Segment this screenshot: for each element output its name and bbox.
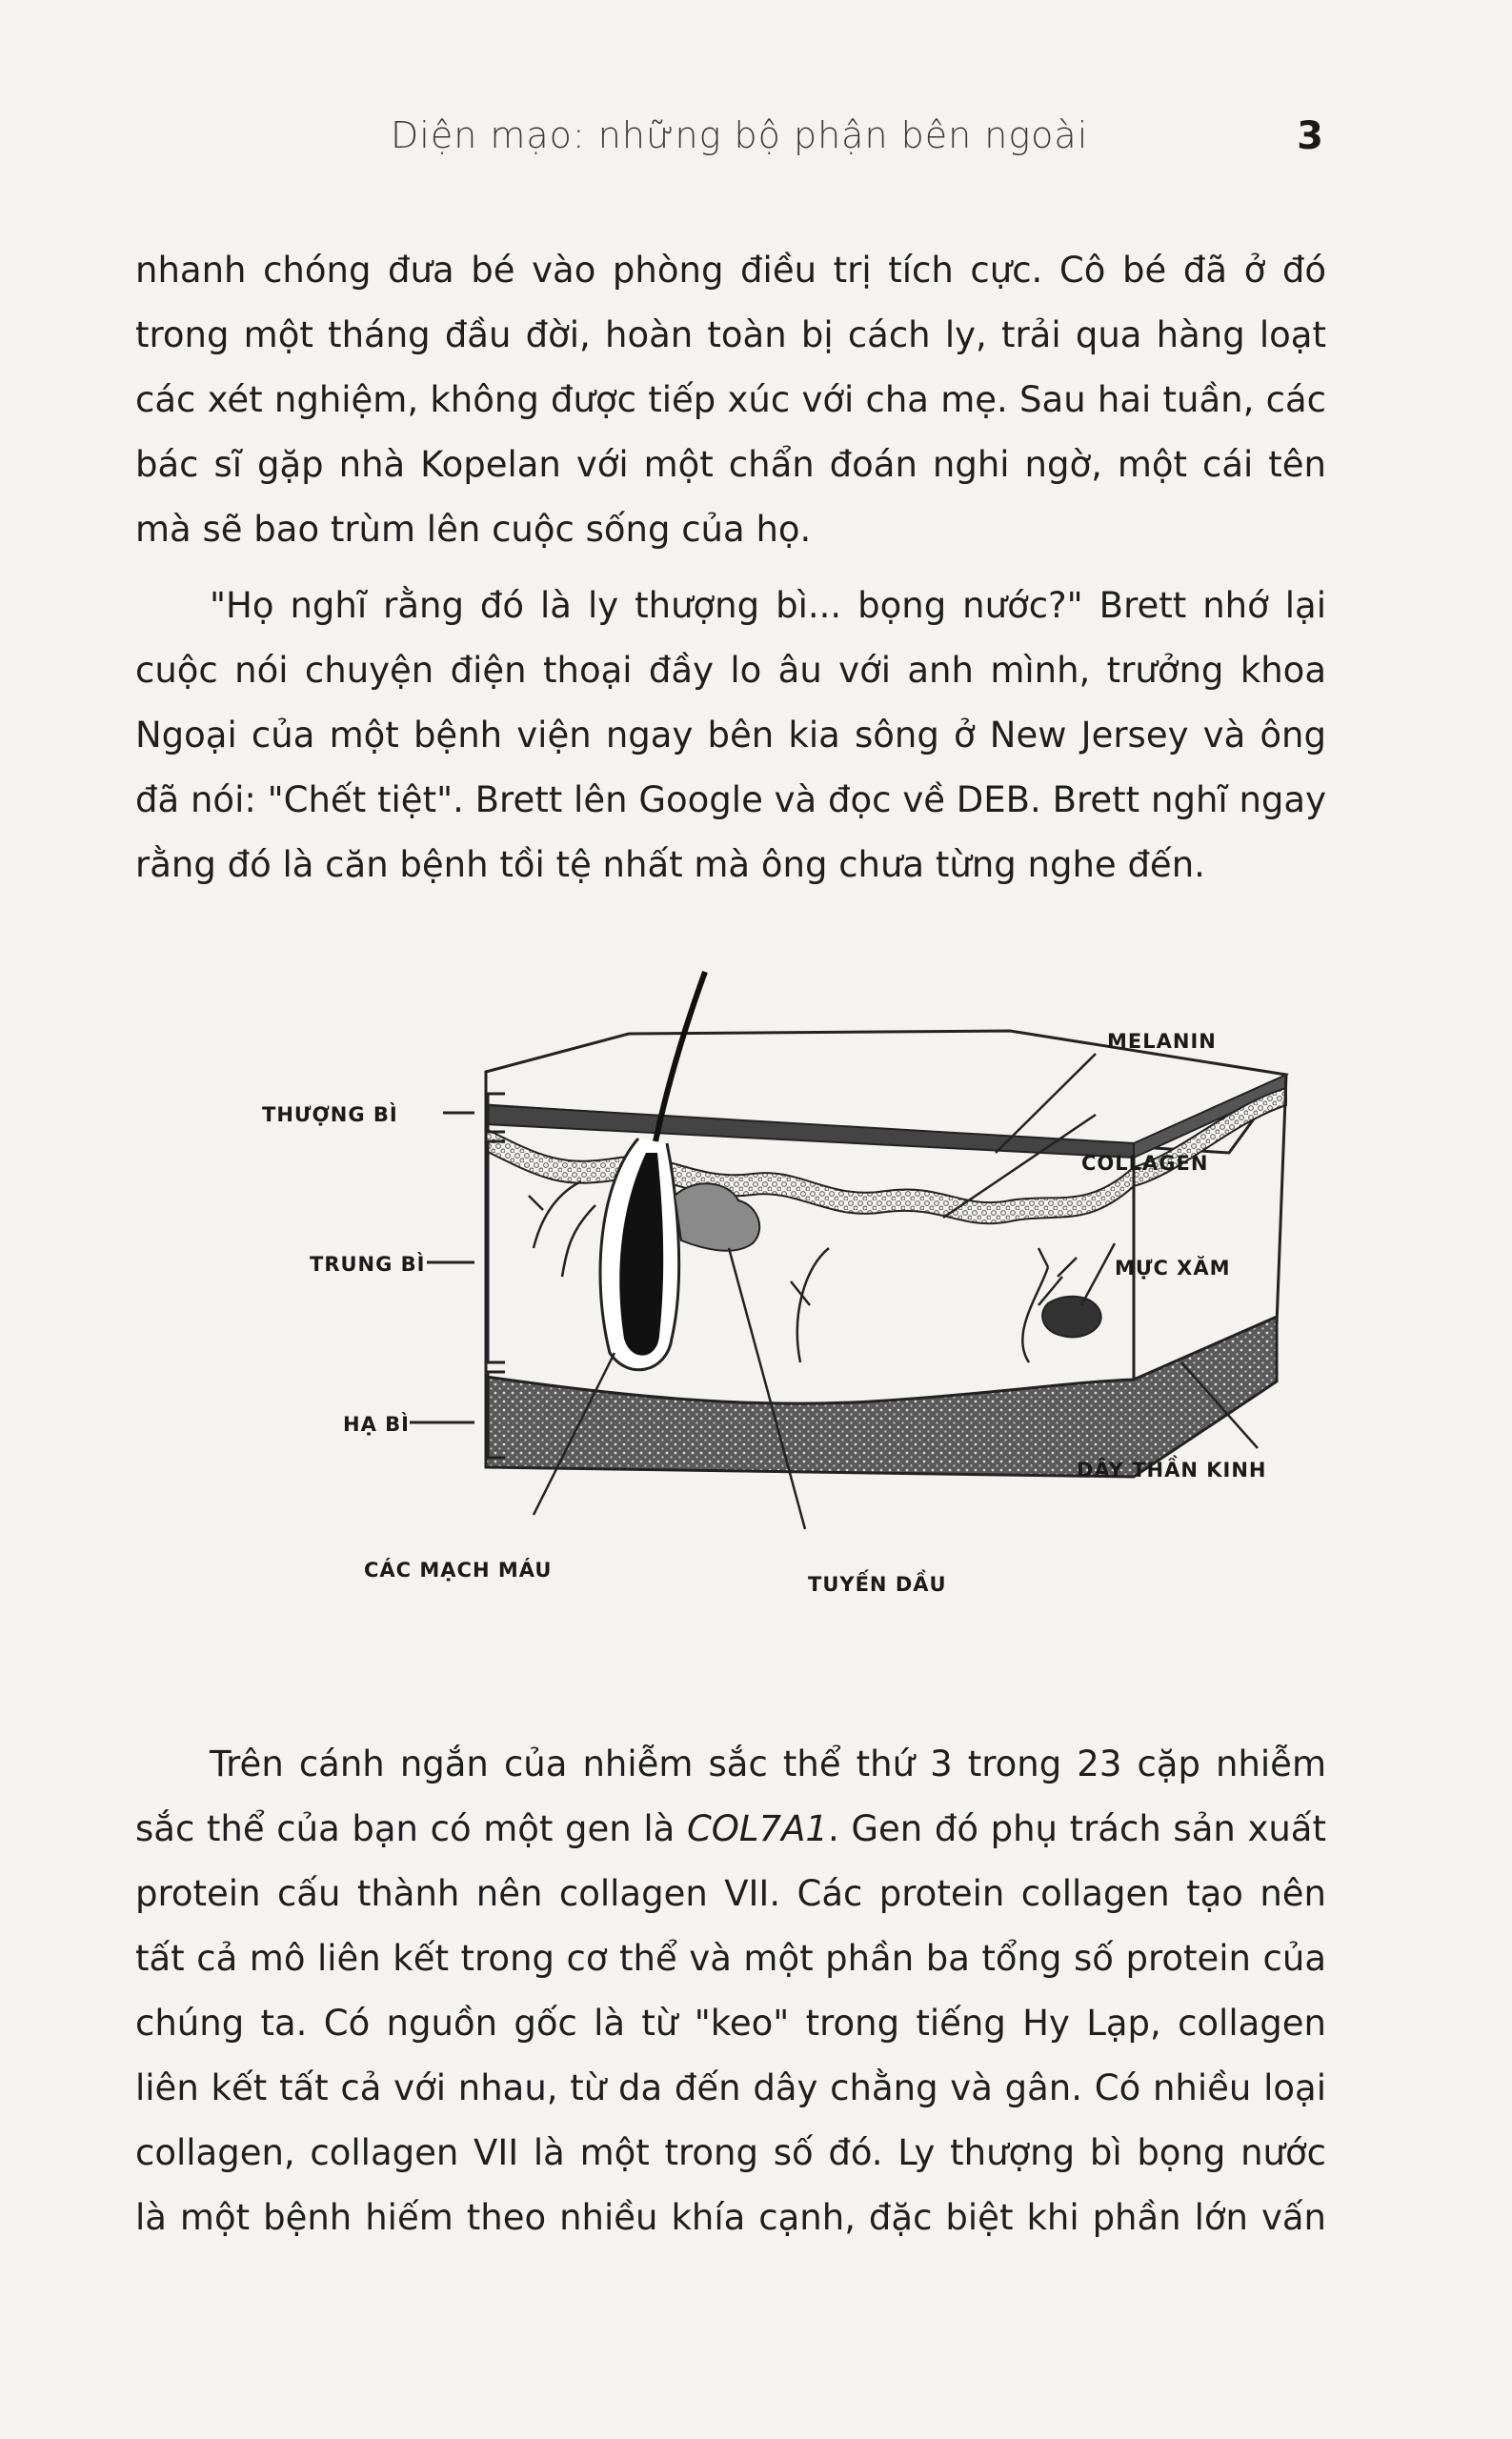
text-line: collagen, collagen VII là một trong số đó. Ly thượng bì bọng nước bbox=[135, 2132, 1326, 2173]
running-header bbox=[0, 114, 1512, 171]
label-day-than-kinh: DÂY THẦN KINH bbox=[1077, 1459, 1267, 1482]
label-collagen: COLLAGEN bbox=[1081, 1152, 1209, 1175]
text-line: bác sĩ gặp nhà Kopelan với một chẩn đoán nghi ngờ, một cái tên bbox=[135, 444, 1326, 485]
text-line: protein cấu thành nên collagen VII. Các protein collagen tạo nên bbox=[135, 1873, 1326, 1914]
text-line: đã nói: "Chết tiệt". Brett lên Google và đọc về DEB. Brett nghĩ ngay bbox=[135, 779, 1326, 820]
label-ha-bi: HẠ BÌ bbox=[343, 1413, 410, 1436]
tattoo-ink bbox=[1042, 1297, 1101, 1338]
hypodermis-layer bbox=[486, 1317, 1277, 1477]
text-line: tất cả mô liên kết trong cơ thể và một phần ba tổng số protein của bbox=[135, 1938, 1326, 1979]
page-number: 3 bbox=[1297, 114, 1323, 158]
paragraph-2 bbox=[135, 574, 1326, 897]
text-line: "Họ nghĩ rằng đó là ly thượng bì... bọng nước?" Brett nhớ lại bbox=[210, 585, 1326, 626]
text-line: các xét nghiệm, không được tiếp xúc với cha mẹ. Sau hai tuần, các bbox=[135, 379, 1326, 420]
label-melanin: MELANIN bbox=[1107, 1030, 1217, 1053]
label-tuyen-dau: TUYẾN DẦU bbox=[808, 1573, 947, 1596]
text-line: là một bệnh hiếm theo nhiều khía cạnh, đặc biệt khi phần lớn vấn bbox=[135, 2197, 1326, 2238]
label-thuong-bi: THƯỢNG BÌ bbox=[262, 1103, 398, 1126]
skin-diagram-svg bbox=[219, 962, 1315, 1629]
text-segment: sắc thể của bạn có một gen là bbox=[135, 1808, 687, 1849]
text-line: nhanh chóng đưa bé vào phòng điều trị tích cực. Cô bé đã ở đó bbox=[135, 250, 1326, 291]
text-line: rằng đó là căn bệnh tồi tệ nhất mà ông chưa từng nghe đến. bbox=[135, 844, 1205, 885]
text-segment: . Gen đó phụ trách sản xuất bbox=[827, 1808, 1326, 1849]
text-line: Ngoại của một bệnh viện ngay bên kia sông ở New Jersey và ông bbox=[135, 715, 1326, 756]
paragraph-3 bbox=[135, 1732, 1326, 2250]
text-line: mà sẽ bao trùm lên cuộc sống của họ. bbox=[135, 509, 812, 550]
gene-name: COL7A1 bbox=[686, 1808, 828, 1849]
bracket-trung-bi bbox=[488, 1141, 505, 1362]
text-line: liên kết tất cả với nhau, từ da đến dây chằng và gân. Có nhiều loại bbox=[135, 2067, 1326, 2108]
label-cac-mach-mau: CÁC MẠCH MÁU bbox=[364, 1559, 553, 1582]
text-line: cuộc nói chuyện điện thoại đầy lo âu với anh mình, trưởng khoa bbox=[135, 650, 1326, 691]
skin-diagram bbox=[219, 962, 1315, 1629]
text-line bbox=[135, 1797, 1326, 1862]
text-line: trong một tháng đầu đời, hoàn toàn bị cách ly, trải qua hàng loạt bbox=[135, 314, 1326, 355]
label-trung-bi: TRUNG BÌ bbox=[310, 1253, 426, 1276]
text-line: Trên cánh ngắn của nhiễm sắc thể thứ 3 trong 23 cặp nhiễm bbox=[210, 1744, 1326, 1784]
text-line: chúng ta. Có nguồn gốc là từ "keo" trong tiếng Hy Lạp, collagen bbox=[135, 2003, 1326, 2044]
paragraph-1 bbox=[135, 238, 1326, 562]
running-title: Diện mạo: những bộ phận bên ngoài bbox=[391, 114, 1089, 156]
label-muc-xam: MỰC XĂM bbox=[1115, 1257, 1231, 1280]
